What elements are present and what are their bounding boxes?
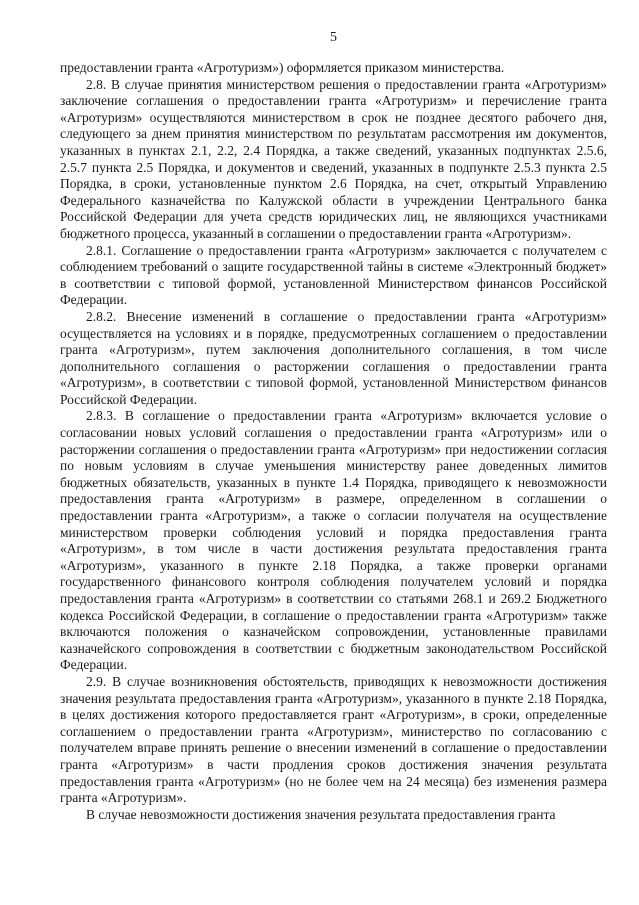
paragraph-last: В случае невозможности достижения значения результата предоставления гранта	[86, 806, 556, 822]
paragraph-2-9: 2.9. В случае возникновения обстоятельств, приводящих к невозможности достижения значения результата предоставления гранта «Агротуризм», указанного в пункте 2.18 Порядка, в целях достижения которого предоставляется грант «Агротуризм», в сроки, определенные соглашением о предоставлении гранта «Агротуризм», министерство по согласованию с получателем вправе принять решение о внесении изменений в соглашение о предоставлении гранта «Агротуризм» в части продления сроков достижения значения результата предоставления гранта «Агротуризм» (но не более чем на 24 месяца) без изменения размера гранта «Агротуризм».	[60, 673, 607, 806]
paragraph-continuation: предоставлении гранта «Агротуризм») оформляется приказом министерства.	[60, 60, 505, 75]
page-number: 5	[330, 30, 337, 45]
paragraph-2-8: 2.8. В случае принятия министерством решения о предоставлении гранта «Агротуризм» заключение соглашения о предоставлении гранта «Агротуризм» и перечисление гранта «Агротуризм» осуществляются министерством в срок не позднее десятого рабочего дня, следующего за днем принятия министерством по результатам рассмотрения им документов, указанных в пунктах 2.1, 2.2, 2.4 Порядка, а также сведений, указанных подпунктах 2.5.6, 2.5.7 пункта 2.5 Порядка, и документов и сведений, указанных в подпункте 2.5.3 пункта 2.5 Порядка, в сроки, установленные пунктом 2.6 Порядка, на счет, открытый Управлению Федерального казначейства по Калужской области в учреждении Центрального банка Российской Федерации для учета средств юридических лиц, не являющихся участниками бюджетного процесса, указанный в соглашении о предоставлении гранта «Агротуризм».	[60, 76, 607, 241]
paragraph-2-8-3: 2.8.3. В соглашение о предоставлении гранта «Агротуризм» включается условие о согласовании новых условий соглашения о предоставлении гранта «Агротуризм» или о расторжении соглашения о предоставлении гранта «Агротуризм» при недостижении согласия по новым условиям в случае уменьшения министерству ранее доведенных лимитов бюджетных обязательств, указанных в пункте 1.4 Порядка, приводящего к невозможности предоставления гранта «Агротуризм» в размере, определенном в соглашении о предоставлении гранта «Агротуризм», а также о согласии получателя на осуществление министерством проверки соблюдения условий и порядка предоставления гранта «Агротуризм», в том числе в части достижения результата предоставления гранта «Агротуризм», указанного в пункте 2.18 Порядка, а также проверки органами государственного финансового контроля соблюдения получателем условий и порядка предоставления гранта «Агротуризм» в соответствии со статьями 268.1 и 269.2 Бюджетного кодекса Российской Федерации, в соглашение о предоставлении гранта «Агротуризм» также включаются положения о казначейском сопровождении, установленные правилами казначейского сопровождения в соответствии с бюджетным законодательством Российской Федерации.	[60, 408, 607, 673]
paragraph-2-8-2: 2.8.2. Внесение изменений в соглашение о предоставлении гранта «Агротуризм» осуществляется на условиях и в порядке, предусмотренных соглашением о предоставлении гранта «Агротуризм», путем заключения дополнительного соглашения, в том числе дополнительного соглашения о расторжении соглашения о предоставлении гранта «Агротуризм», в соответствии с типовой формой, установленной Министерством финансов Российской Федерации.	[60, 308, 607, 407]
paragraph-2-8-1: 2.8.1. Соглашение о предоставлении гранта «Агротуризм» заключается с получателем с соблюдением требований о защите государственной тайны в системе «Электронный бюджет» в соответствии с типовой формой, установленной Министерством финансов Российской Федерации.	[60, 242, 607, 308]
